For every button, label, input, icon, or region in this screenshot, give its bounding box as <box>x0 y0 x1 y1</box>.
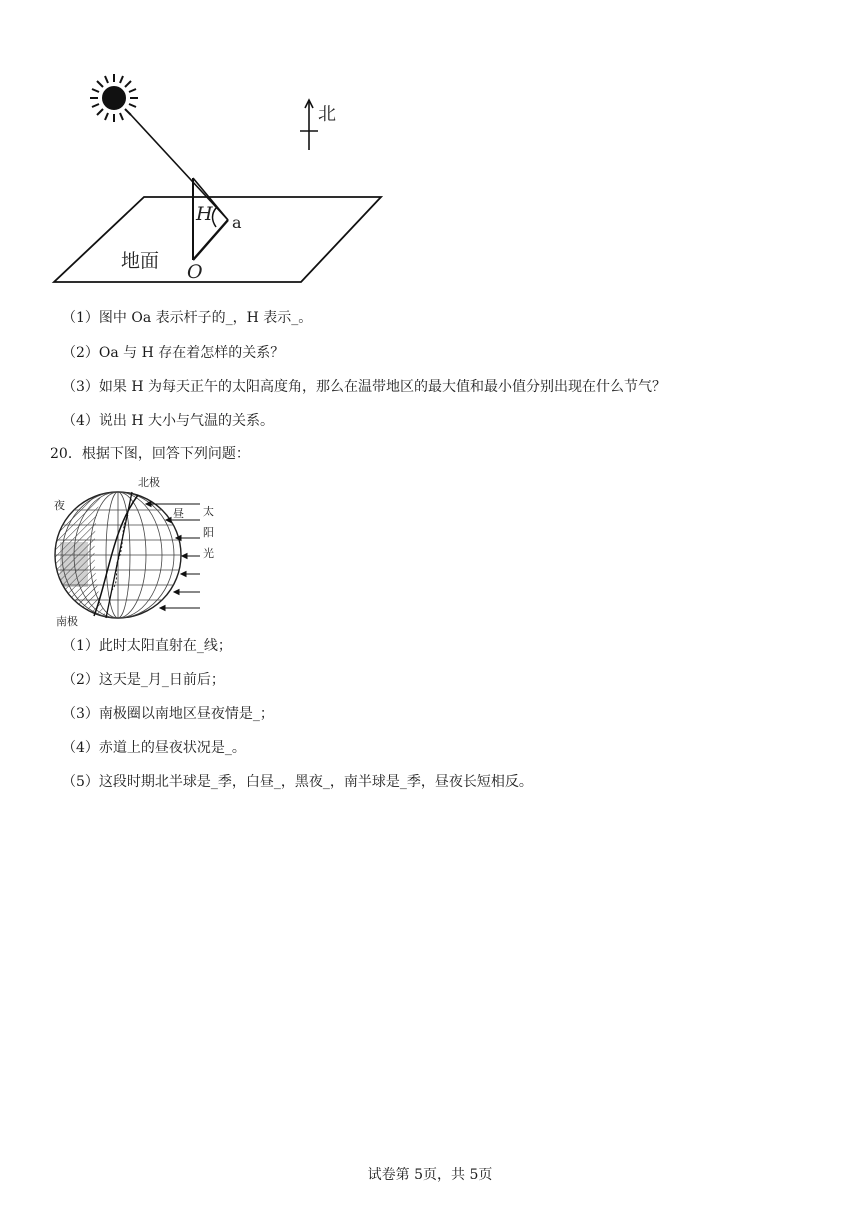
label-O: O <box>187 261 203 283</box>
q20-item-2: （2）这天是_月_日前后； <box>62 672 225 688</box>
north-pole-label: 北极 <box>138 476 160 489</box>
night-label: 夜 <box>54 499 65 512</box>
sunlight-label-2: 阳 <box>203 526 214 539</box>
sunlight-label-1: 太 <box>203 505 214 518</box>
label-H: H <box>196 203 213 225</box>
page-footer: 试卷第 5页，共 5页 <box>367 1167 493 1183</box>
angle-arc <box>213 208 217 227</box>
ground-label: 地面 <box>121 250 160 272</box>
north-arrow-icon <box>300 100 318 150</box>
north-label: 北 <box>318 104 336 125</box>
q19-item-1: （1）图中 Oa 表示杆子的_，H 表示_。 <box>62 310 313 326</box>
q19-item-4: （4）说出 H 大小与气温的关系。 <box>62 413 275 429</box>
sun-icon <box>90 74 138 122</box>
q19-item-2: （2）Oa 与 H 存在着怎样的关系？ <box>62 345 285 361</box>
q19-item-3: （3）如果 H 为每天正午的太阳高度角，那么在温带地区的最大值和最小值分别出现在什么节气？ <box>62 379 667 395</box>
q20-heading: 20．根据下图，回答下列问题： <box>50 446 250 462</box>
sunlight-label-3: 光 <box>203 547 214 560</box>
q20-item-4: （4）赤道上的昼夜状况是_。 <box>62 740 246 756</box>
day-label: 昼 <box>173 507 184 520</box>
terminator-line <box>94 495 138 616</box>
sun-pole-shadow-figure <box>46 60 396 292</box>
globe-day-night-figure <box>50 470 220 628</box>
label-a: a <box>232 213 242 232</box>
q20-item-5: （5）这段时期北半球是_季，白昼_，黑夜_，南半球是_季，昼夜长短相反。 <box>62 774 533 790</box>
q20-item-1: （1）此时太阳直射在_线； <box>62 638 232 654</box>
sun-ray <box>131 115 228 220</box>
q20-item-3: （3）南极圈以南地区昼夜情是_； <box>62 706 274 722</box>
shadow-line <box>193 220 228 260</box>
south-pole-label: 南极 <box>56 615 78 628</box>
